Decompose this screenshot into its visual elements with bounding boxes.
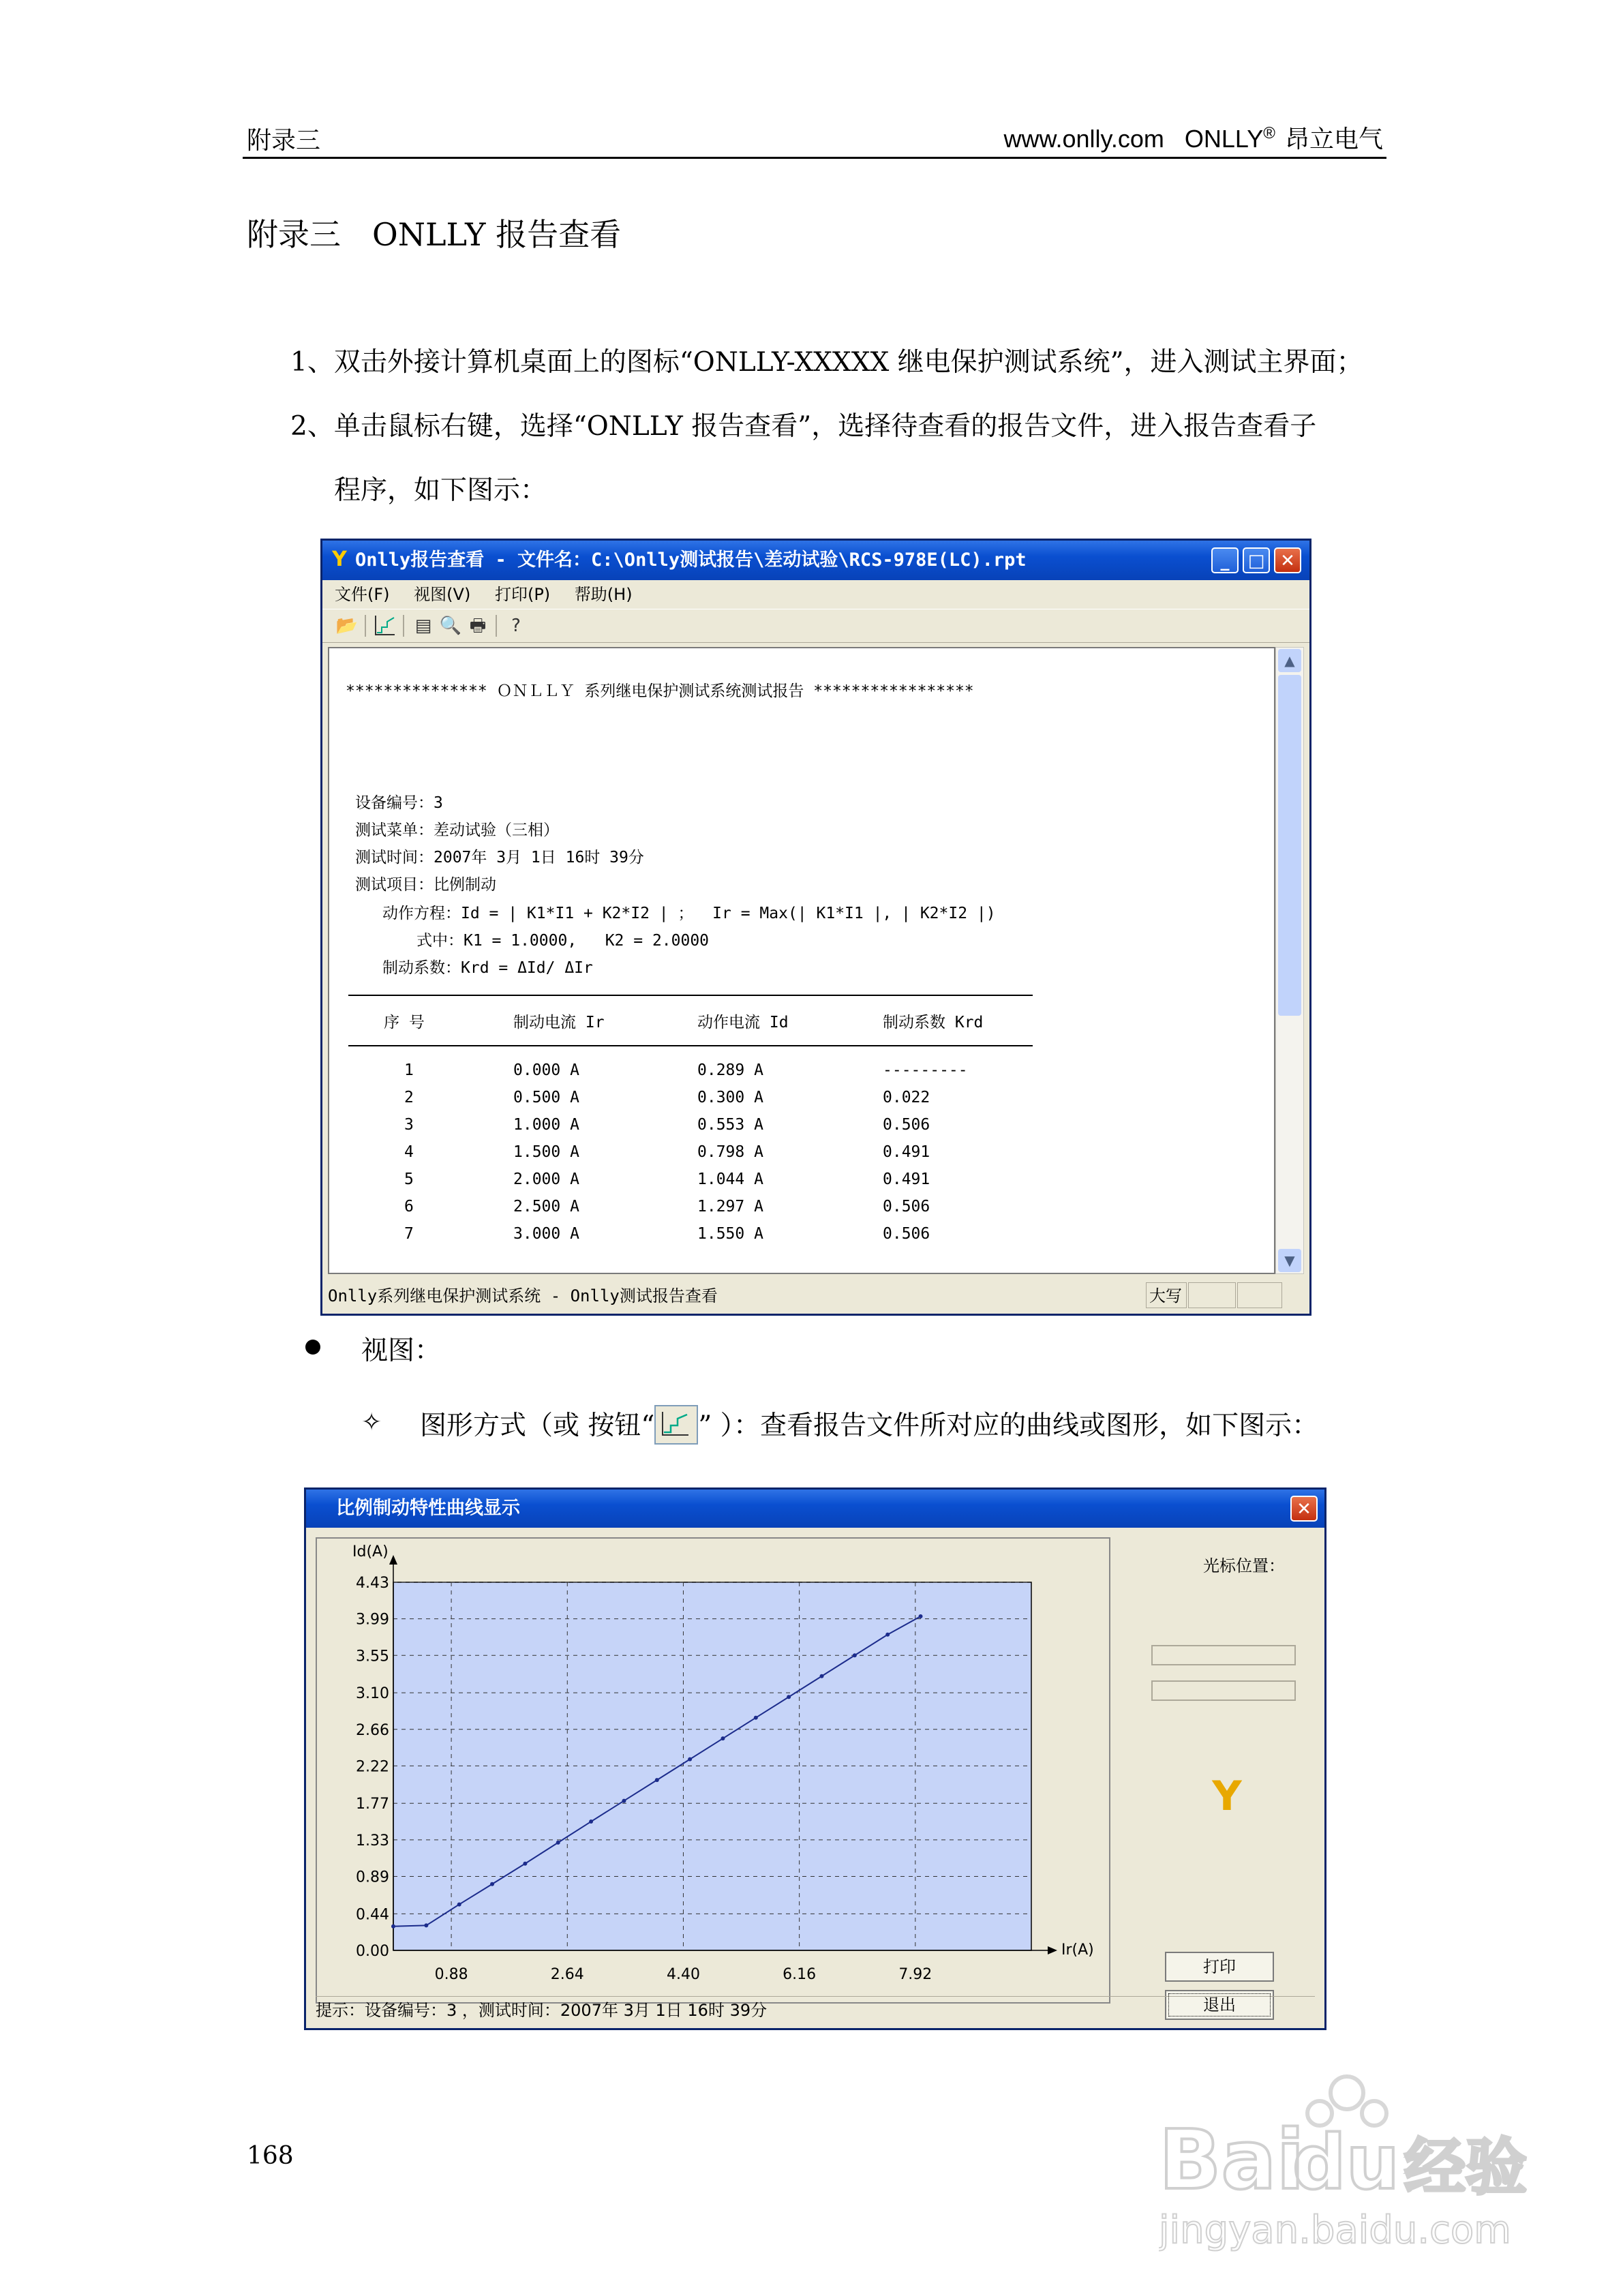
svg-text:经验: 经验 [1404,2132,1527,2203]
cursor-y-field [1151,1680,1296,1701]
table-cell: 3 [404,1116,414,1134]
close-button[interactable]: ✕ [1274,547,1301,573]
formula-constants: 式中：K1 = 1.0000, K2 = 2.0000 [416,932,710,950]
vertical-scrollbar[interactable] [1275,647,1304,1274]
report-content[interactable] [328,647,1275,1274]
data-point [919,1614,923,1618]
table-cell: 0.289 A [697,1061,763,1079]
col-header-id: 动作电流 Id [697,1014,789,1031]
company-name: 昂立电气 [1284,125,1383,153]
table-cell: 0.553 A [697,1116,763,1134]
y-tick-label: 3.55 [356,1648,389,1665]
table-cell: 2.500 A [513,1198,579,1215]
table-cell: 3.000 A [513,1225,579,1243]
graph-view-icon[interactable] [373,614,397,638]
data-point [457,1903,461,1907]
graph-mode-after: ” ）：查看报告文件所对应的曲线或图形，如下图示： [698,1410,1319,1441]
running-header-left: 附录三 [247,127,321,155]
y-tick-label: 1.77 [356,1796,389,1813]
table-cell: 1.297 A [697,1198,763,1215]
table-cell: 0.022 [883,1089,930,1106]
x-tick-label: 6.16 [783,1966,817,1983]
data-point [885,1633,890,1637]
data-point [523,1862,527,1866]
window-title: Onlly报告查看 - 文件名：C:\Onlly测试报告\差动试验\RCS-978E(LC).rpt [355,549,1027,571]
chart-frame [316,1537,1110,2004]
data-point [853,1653,857,1657]
cursor-position-label: 光标位置： [1203,1556,1285,1575]
menu-file[interactable]: 文件(F) [335,585,390,604]
y-axis-label: Id(A) [352,1543,389,1560]
data-point [655,1778,659,1782]
table-cell: 0.491 [883,1170,930,1188]
hint-bar: 提示：设备编号：3 ，测试时间：2007年 3月 1日 16时 39分 [316,1996,1315,2024]
menu-print[interactable]: 打印(P) [494,585,551,604]
plot-area [393,1582,1031,1950]
data-point [754,1716,758,1720]
col-header-index: 序 号 [384,1014,425,1031]
data-point [688,1757,692,1762]
brand-name: ONLLY [1184,125,1264,153]
table-cell: 0.300 A [697,1089,763,1106]
device-number: 设备编号：3 [355,794,443,812]
y-tick-label: 2.66 [356,1721,389,1739]
running-header-right [1004,120,1384,155]
company-logo-icon: Y [1212,1772,1242,1820]
table-cell: 2 [404,1089,414,1106]
diamond-bullet-icon: ✧ [361,1408,382,1436]
test-menu: 测试菜单：差动试验（三相） [355,821,559,839]
status-cell [1188,1282,1236,1308]
help-icon[interactable]: ? [511,616,521,636]
exit-button[interactable]: 退出 [1165,1990,1274,2020]
y-tick-label: 4.43 [356,1575,389,1592]
graph-button-icon [654,1405,698,1445]
scroll-thumb[interactable] [1278,675,1301,1016]
close-button[interactable]: ✕ [1290,1496,1318,1522]
table-cell: 0.506 [883,1225,930,1243]
window-title: 比例制动特性曲线显示 [336,1498,520,1519]
x-tick-label: 0.88 [434,1966,468,1983]
table-cell: 7 [404,1225,414,1243]
action-equation: 动作方程：Id = | K1*I1 + K2*I2 | ； Ir = Max(| K1*I1 |, | K2*I2 |) [382,905,996,922]
view-heading: 视图： [361,1335,442,1366]
x-axis-label: Ir(A) [1061,1942,1094,1959]
bullet-dot [305,1340,320,1355]
cursor-x-field [1151,1645,1296,1665]
scroll-down-icon[interactable]: ▼ [1278,1249,1301,1272]
table-cell: 1.000 A [513,1116,579,1134]
data-point [820,1674,824,1678]
test-project: 测试项目：比例制动 [355,876,496,894]
table-cell: 5 [404,1170,414,1188]
print-preview-icon[interactable]: 🔍 [439,616,462,636]
y-tick-label: 0.89 [356,1869,389,1886]
table-rule-top [348,995,1033,996]
col-header-ir: 制动电流 Ir [513,1014,605,1031]
test-time: 测试时间：2007年 3月 1日 16时 39分 [355,849,644,866]
data-point [622,1799,626,1803]
menu-bar [322,580,1309,609]
toolbar-separator [365,615,366,637]
app-icon: Y [332,547,347,571]
table-cell: 6 [404,1198,414,1215]
title-bar[interactable] [322,541,1309,580]
svg-text:jingyan.baidu.com: jingyan.baidu.com [1159,2208,1511,2252]
page-number: 168 [247,2142,294,2170]
baidu-jingyan-watermark [1159,2052,1541,2256]
y-tick-label: 0.44 [356,1906,389,1924]
caps-indicator: 大写 [1146,1282,1187,1308]
data-point [787,1695,791,1699]
status-text: Onlly系列继电保护测试系统 - Onlly测试报告查看 [328,1286,718,1305]
x-tick-label: 7.92 [898,1966,932,1983]
menu-help[interactable]: 帮助(H) [574,585,633,604]
header-rule [243,157,1386,159]
site-url[interactable]: www.onlly.com [1003,125,1164,153]
curve-display-window [304,1487,1326,2030]
menu-view[interactable]: 视图(V) [414,585,471,604]
scroll-up-icon[interactable]: ▲ [1278,649,1301,672]
y-tick-label: 1.33 [356,1832,389,1849]
report-banner: *************** ＯＮＬＬＹ 系列继电保护测试系统测试报告 ***************** [346,682,974,700]
table-cell: 1.500 A [513,1143,579,1161]
data-point [589,1819,593,1824]
side-panel [1110,1528,1324,2014]
y-axis-arrow [389,1555,397,1565]
toolbar-separator [496,615,497,637]
col-header-krd: 制动系数 Krd [883,1014,984,1031]
brake-characteristic-chart[interactable] [317,1539,1109,2002]
status-cell [1237,1282,1282,1308]
status-bar [322,1278,1309,1314]
table-cell: 2.000 A [513,1170,579,1188]
title-bar[interactable] [306,1490,1324,1528]
data-point [424,1923,428,1927]
table-cell: 1 [404,1061,414,1079]
table-rule-bottom [348,1045,1033,1046]
table-cell: 1.044 A [697,1170,763,1188]
x-tick-label: 2.64 [550,1966,584,1983]
data-point [721,1736,725,1740]
toolbar-separator [403,615,404,637]
y-tick-label: 3.99 [356,1611,389,1629]
table-cell: 4 [404,1143,414,1161]
y-tick-label: 0.00 [356,1943,389,1960]
table-cell: 0.000 A [513,1061,579,1079]
maximize-button[interactable]: □ [1243,547,1270,573]
graph-mode-before: 图形方式（或 按钮“ [420,1410,655,1441]
data-point [556,1841,560,1845]
section-title: 附录三 ONLLY 报告查看 [247,216,622,253]
table-cell: 1.550 A [697,1225,763,1243]
table-cell: --------- [883,1061,968,1079]
svg-text:Bai: Bai [1159,2113,1305,2208]
print-button[interactable]: 打印 [1165,1952,1274,1982]
report-viewer-window [320,539,1311,1316]
y-tick-label: 3.10 [356,1685,389,1703]
x-tick-label: 4.40 [666,1966,700,1983]
open-folder-icon[interactable]: 📂 [335,616,359,636]
brake-coefficient: 制动系数：Krd = ΔId/ ΔIr [382,959,593,977]
toolbar [322,609,1309,643]
table-cell: 0.500 A [513,1089,579,1106]
table-cell: 0.506 [883,1198,930,1215]
data-point [490,1882,494,1886]
table-cell: 0.798 A [697,1143,763,1161]
step-1: 1、双击外接计算机桌面上的图标“ONLLY-XXXXX 继电保护测试系统”，进入测试主界面； [290,347,1363,378]
x-axis-arrow [1048,1946,1057,1954]
registered-mark: ® [1263,124,1275,142]
step-2: 2、单击鼠标右键，选择“ONLLY 报告查看”，选择待查看的报告文件，进入报告查看子 [290,411,1317,442]
step-2-cont: 程序，如下图示： [334,475,547,506]
data-point [391,1924,395,1929]
printer-icon[interactable]: 🖶 [469,616,487,636]
graph-mode-text [420,1404,1318,1447]
page-setup-icon[interactable]: ▤ [414,616,432,636]
minimize-button[interactable]: _ [1211,547,1239,573]
svg-text:du: du [1292,2119,1400,2206]
table-cell: 0.491 [883,1143,930,1161]
table-cell: 0.506 [883,1116,930,1134]
y-tick-label: 2.22 [356,1758,389,1776]
